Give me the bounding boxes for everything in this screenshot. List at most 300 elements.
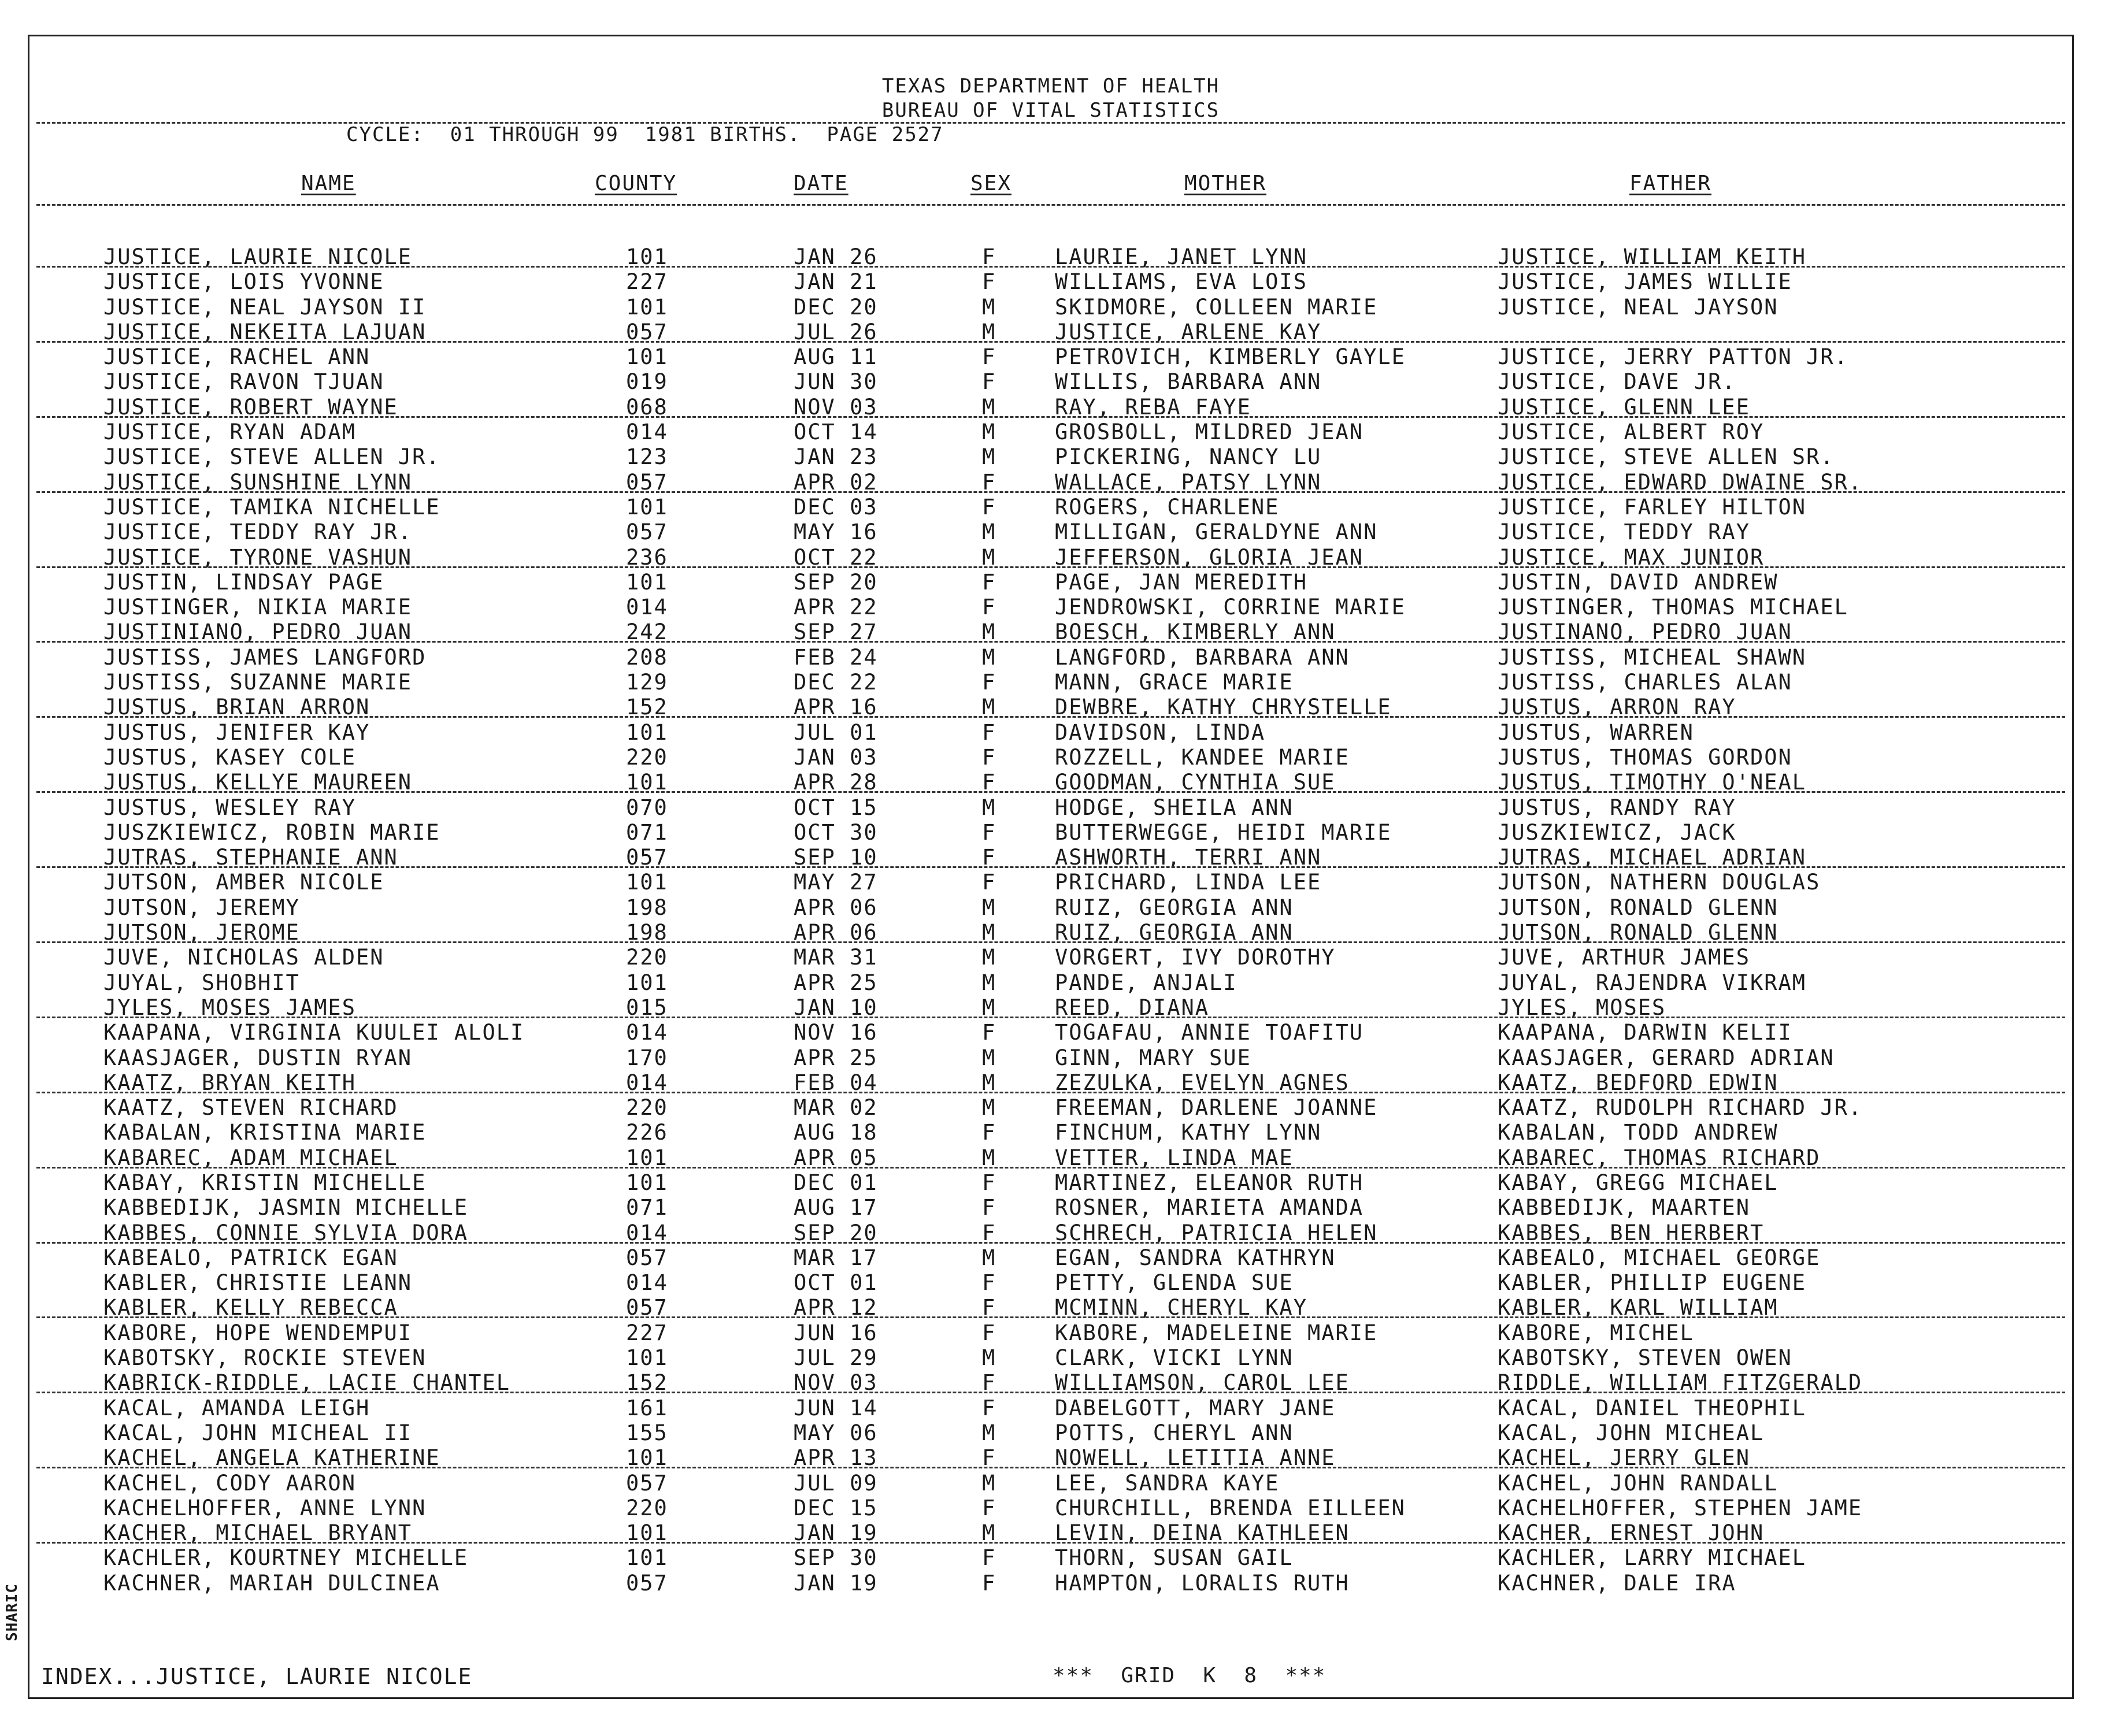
table-row	[29, 395, 2072, 420]
cell-date: JUN 16	[794, 1320, 878, 1345]
cell-name: JUTSON, JEREMY	[103, 895, 300, 920]
cell-date: APR 13	[794, 1445, 878, 1471]
cell-mother: PICKERING, NANCY LU	[1055, 444, 1322, 470]
cell-mother: ZEZULKA, EVELYN AGNES	[1055, 1070, 1350, 1095]
table-row	[29, 295, 2072, 320]
cell-mother: BUTTERWEGGE, HEIDI MARIE	[1055, 819, 1392, 845]
cell-mother: RUIZ, GEORGIA ANN	[1055, 895, 1294, 920]
cell-sex: M	[982, 1070, 996, 1095]
column-header-divider	[36, 204, 2065, 206]
cell-county: 101	[626, 870, 668, 895]
cell-county: 101	[626, 1520, 668, 1546]
cell-father: JUYAL, RAJENDRA VIKRAM	[1498, 970, 1807, 995]
cell-name: JUSTUS, KELLYE MAUREEN	[103, 770, 413, 795]
cell-county: 101	[626, 719, 668, 745]
cell-father: JUSTICE, EDWARD DWAINE SR.	[1498, 469, 1863, 495]
cell-sex: M	[982, 319, 996, 344]
cell-name: KACAL, AMANDA LEIGH	[103, 1395, 370, 1420]
cell-date: MAR 31	[794, 945, 878, 970]
cell-county: 015	[626, 995, 668, 1020]
table-row	[29, 369, 2072, 394]
cell-father: JUTSON, NATHERN DOUGLAS	[1498, 870, 1821, 895]
cell-date: APR 06	[794, 920, 878, 945]
cell-mother: VETTER, LINDA MAE	[1055, 1145, 1294, 1170]
table-row	[29, 320, 2072, 344]
cell-sex: M	[982, 1145, 996, 1170]
cell-mother: REED, DIANA	[1055, 995, 1210, 1020]
cell-county: 014	[626, 420, 668, 445]
table-row	[29, 1295, 2072, 1320]
cell-father: KABEALO, MICHAEL GEORGE	[1498, 1245, 1821, 1270]
table-row	[29, 620, 2072, 644]
cell-sex: F	[982, 1445, 996, 1471]
cell-date: AUG 11	[794, 344, 878, 370]
cell-father: KAATZ, BEDFORD EDWIN	[1498, 1070, 1778, 1095]
cell-date: APR 02	[794, 469, 878, 495]
cell-mother: ASHWORTH, TERRI ANN	[1055, 845, 1322, 870]
cell-sex: F	[982, 1270, 996, 1296]
grid-footer: *** GRID K 8 ***	[1053, 1664, 1327, 1687]
cell-date: FEB 04	[794, 1070, 878, 1095]
cell-county: 057	[626, 319, 668, 344]
cell-name: KABLER, CHRISTIE LEANN	[103, 1270, 413, 1296]
cell-father: KABBEDIJK, MAARTEN	[1498, 1195, 1750, 1221]
cell-county: 070	[626, 795, 668, 820]
cell-father: JUSTISS, MICHEAL SHAWN	[1498, 644, 1807, 670]
cell-sex: F	[982, 670, 996, 695]
cell-mother: PRICHARD, LINDA LEE	[1055, 870, 1322, 895]
cell-date: APR 28	[794, 770, 878, 795]
cell-sex: M	[982, 520, 996, 545]
cell-father: KABORE, MICHEL	[1498, 1320, 1694, 1345]
column-header-sex: SEX	[970, 172, 1012, 195]
cell-sex: F	[982, 845, 996, 870]
cell-father: KABAY, GREGG MICHAEL	[1498, 1170, 1778, 1195]
cell-sex: F	[982, 369, 996, 395]
cell-sex: M	[982, 420, 996, 445]
cell-county: 123	[626, 444, 668, 470]
cell-mother: DEWBRE, KATHY CHRYSTELLE	[1055, 695, 1392, 720]
cell-mother: EGAN, SANDRA KATHRYN	[1055, 1245, 1336, 1270]
cell-date: JAN 19	[794, 1570, 878, 1596]
cell-mother: DAVIDSON, LINDA	[1055, 719, 1266, 745]
cell-father: JUSTINANO, PEDRO JUAN	[1498, 620, 1792, 645]
cell-sex: F	[982, 569, 996, 595]
cell-county: 227	[626, 269, 668, 295]
cell-county: 014	[626, 595, 668, 620]
table-row	[29, 1045, 2072, 1070]
cell-county: 101	[626, 1145, 668, 1170]
cell-father: JUSTICE, MAX JUNIOR	[1498, 544, 1765, 570]
cell-father: JUSTICE, WILLIAM KEITH	[1498, 244, 1807, 269]
cell-father: JUSTUS, WARREN	[1498, 719, 1694, 745]
cell-date: DEC 20	[794, 294, 878, 320]
cell-sex: M	[982, 1245, 996, 1270]
cell-mother: WALLACE, PATSY LYNN	[1055, 469, 1322, 495]
cell-mother: GROSBOLL, MILDRED JEAN	[1055, 420, 1364, 445]
cell-date: SEP 20	[794, 569, 878, 595]
cell-county: 068	[626, 394, 668, 420]
cell-sex: M	[982, 970, 996, 995]
cell-county: 170	[626, 1045, 668, 1070]
table-row	[29, 1145, 2072, 1170]
cell-father: JUSTISS, CHARLES ALAN	[1498, 670, 1792, 695]
cell-sex: F	[982, 1195, 996, 1221]
table-row	[29, 444, 2072, 469]
table-row	[29, 670, 2072, 695]
cell-date: JUL 26	[794, 319, 878, 344]
cell-county: 220	[626, 945, 668, 970]
cell-county: 198	[626, 920, 668, 945]
cell-mother: WILLIS, BARBARA ANN	[1055, 369, 1322, 395]
cell-county: 155	[626, 1420, 668, 1445]
cell-mother: ROZZELL, KANDEE MARIE	[1055, 744, 1350, 770]
table-row	[29, 595, 2072, 620]
cell-mother: BOESCH, KIMBERLY ANN	[1055, 620, 1336, 645]
table-row	[29, 470, 2072, 495]
table-row	[29, 1471, 2072, 1496]
table-row	[29, 770, 2072, 795]
cell-father: JUSTICE, NEAL JAYSON	[1498, 294, 1778, 320]
table-row	[29, 1545, 2072, 1570]
cell-county: 152	[626, 695, 668, 720]
cell-date: JUN 14	[794, 1395, 878, 1420]
bureau-title: BUREAU OF VITAL STATISTICS	[881, 99, 1220, 122]
cell-date: JUL 01	[794, 719, 878, 745]
cell-father: JUSZKIEWICZ, JACK	[1498, 819, 1736, 845]
table-row	[29, 1396, 2072, 1420]
cell-sex: F	[982, 1120, 996, 1145]
cell-name: JUSTISS, JAMES LANGFORD	[103, 644, 427, 670]
cell-mother: PETTY, GLENDA SUE	[1055, 1270, 1294, 1296]
table-row	[29, 1245, 2072, 1270]
table-row	[29, 269, 2072, 294]
cell-county: 057	[626, 1570, 668, 1596]
cell-county: 014	[626, 1270, 668, 1296]
cell-sex: M	[982, 294, 996, 320]
table-row	[29, 945, 2072, 970]
cell-sex: M	[982, 1345, 996, 1371]
column-header-mother: MOTHER	[1184, 172, 1267, 195]
cell-name: KAATZ, BRYAN KEITH	[103, 1070, 356, 1095]
table-row	[29, 695, 2072, 719]
cell-mother: WILLIAMS, EVA LOIS	[1055, 269, 1307, 295]
table-row	[29, 1270, 2072, 1295]
cell-father: JUSTICE, FARLEY HILTON	[1498, 494, 1807, 520]
cell-mother: VORGERT, IVY DOROTHY	[1055, 945, 1336, 970]
cell-father: KAASJAGER, GERARD ADRIAN	[1498, 1045, 1835, 1070]
cell-date: MAR 02	[794, 1095, 878, 1121]
cell-county: 242	[626, 620, 668, 645]
cell-date: SEP 27	[794, 620, 878, 645]
cell-date: DEC 01	[794, 1170, 878, 1195]
cell-mother: FINCHUM, KATHY LYNN	[1055, 1120, 1322, 1145]
cell-county: 019	[626, 369, 668, 395]
table-row	[29, 420, 2072, 444]
side-stamp-label: SHARIC	[3, 1583, 21, 1641]
cell-mother: LEVIN, DEINA KATHLEEN	[1055, 1520, 1350, 1546]
cell-county: 227	[626, 1320, 668, 1345]
cell-name: KABRICK-RIDDLE, LACIE CHANTEL	[103, 1370, 511, 1396]
cell-sex: M	[982, 544, 996, 570]
cell-date: MAR 17	[794, 1245, 878, 1270]
cell-county: 071	[626, 819, 668, 845]
cell-county: 101	[626, 569, 668, 595]
table-row	[29, 1420, 2072, 1445]
cell-sex: F	[982, 1220, 996, 1245]
cell-county: 014	[626, 1020, 668, 1045]
cell-date: DEC 22	[794, 670, 878, 695]
cell-county: 152	[626, 1370, 668, 1396]
cell-sex: F	[982, 244, 996, 269]
cell-name: JUSTINGER, NIKIA MARIE	[103, 595, 413, 620]
cell-mother: KABORE, MADELEINE MARIE	[1055, 1320, 1378, 1345]
cell-name: JUSTICE, RAVON TJUAN	[103, 369, 384, 395]
table-row	[29, 545, 2072, 570]
cell-sex: F	[982, 870, 996, 895]
cell-father: KAATZ, RUDOLPH RICHARD JR.	[1498, 1095, 1863, 1121]
cell-sex: M	[982, 444, 996, 470]
cell-county: 101	[626, 294, 668, 320]
cell-date: OCT 14	[794, 420, 878, 445]
table-row	[29, 344, 2072, 369]
table-row	[29, 1170, 2072, 1195]
cell-sex: F	[982, 1570, 996, 1596]
cell-name: JUSTICE, RYAN ADAM	[103, 420, 356, 445]
cell-name: KABBES, CONNIE SYLVIA DORA	[103, 1220, 469, 1245]
table-row	[29, 795, 2072, 820]
table-row	[29, 645, 2072, 670]
column-header-date: DATE	[794, 172, 848, 195]
cell-mother: PETROVICH, KIMBERLY GAYLE	[1055, 344, 1406, 370]
cell-date: APR 25	[794, 970, 878, 995]
cell-county: 101	[626, 970, 668, 995]
cell-county: 101	[626, 494, 668, 520]
cell-name: KABEALO, PATRICK EGAN	[103, 1245, 398, 1270]
cell-name: JUSZKIEWICZ, ROBIN MARIE	[103, 819, 440, 845]
cell-mother: ROSNER, MARIETA AMANDA	[1055, 1195, 1364, 1221]
cell-county: 220	[626, 744, 668, 770]
cell-mother: RUIZ, GEORGIA ANN	[1055, 920, 1294, 945]
cell-name: JUSTICE, NEAL JAYSON II	[103, 294, 427, 320]
cell-mother: MANN, GRACE MARIE	[1055, 670, 1294, 695]
cell-county: 198	[626, 895, 668, 920]
cell-date: APR 22	[794, 595, 878, 620]
cell-county: 220	[626, 1095, 668, 1121]
cell-name: JUSTICE, SUNSHINE LYNN	[103, 469, 413, 495]
cell-mother: WILLIAMSON, CAROL LEE	[1055, 1370, 1350, 1396]
cell-sex: M	[982, 995, 996, 1020]
cell-date: JUN 30	[794, 369, 878, 395]
cell-father: JUSTUS, TIMOTHY O'NEAL	[1498, 770, 1807, 795]
cell-date: JAN 19	[794, 1520, 878, 1546]
cell-county: 057	[626, 469, 668, 495]
cell-father: KACAL, DANIEL THEOPHIL	[1498, 1395, 1807, 1420]
cell-date: DEC 15	[794, 1495, 878, 1520]
cell-father: JUSTUS, ARRON RAY	[1498, 695, 1736, 720]
cell-sex: F	[982, 719, 996, 745]
cell-sex: M	[982, 644, 996, 670]
cell-father: JUSTICE, JAMES WILLIE	[1498, 269, 1792, 295]
cell-sex: F	[982, 1370, 996, 1396]
cell-county: 208	[626, 644, 668, 670]
table-row	[29, 1520, 2072, 1545]
cycle-line: CYCLE: 01 THROUGH 99 1981 BIRTHS. PAGE 2527	[346, 123, 944, 146]
cell-county: 226	[626, 1120, 668, 1145]
cell-father: RIDDLE, WILLIAM FITZGERALD	[1498, 1370, 1863, 1396]
cell-date: JAN 21	[794, 269, 878, 295]
cell-name: JUTRAS, STEPHANIE ANN	[103, 845, 398, 870]
table-row	[29, 845, 2072, 870]
table-row	[29, 495, 2072, 520]
cell-sex: F	[982, 595, 996, 620]
cell-name: JUSTICE, STEVE ALLEN JR.	[103, 444, 440, 470]
cell-date: MAY 27	[794, 870, 878, 895]
cell-mother: THORN, SUSAN GAIL	[1055, 1545, 1294, 1571]
cell-sex: F	[982, 1495, 996, 1520]
cell-name: JUSTUS, JENIFER KAY	[103, 719, 370, 745]
table-row	[29, 1120, 2072, 1145]
cell-county: 071	[626, 1195, 668, 1221]
cell-date: MAY 16	[794, 520, 878, 545]
cell-date: APR 25	[794, 1045, 878, 1070]
cell-sex: F	[982, 1170, 996, 1195]
cell-mother: JENDROWSKI, CORRINE MARIE	[1055, 595, 1406, 620]
department-title: TEXAS DEPARTMENT OF HEALTH	[881, 75, 1220, 98]
cell-name: KACHELHOFFER, ANNE LYNN	[103, 1495, 427, 1520]
cell-father: JUSTINGER, THOMAS MICHAEL	[1498, 595, 1848, 620]
cell-date: JUL 09	[794, 1470, 878, 1496]
cell-father: JUVE, ARTHUR JAMES	[1498, 945, 1750, 970]
cell-sex: F	[982, 469, 996, 495]
cell-mother: LAURIE, JANET LYNN	[1055, 244, 1307, 269]
cell-mother: LANGFORD, BARBARA ANN	[1055, 644, 1350, 670]
cell-name: JUVE, NICHOLAS ALDEN	[103, 945, 384, 970]
table-row	[29, 1070, 2072, 1095]
cell-date: DEC 03	[794, 494, 878, 520]
header-divider	[36, 122, 2065, 124]
cell-father: KACHER, ERNEST JOHN	[1498, 1520, 1765, 1546]
cell-name: KABORE, HOPE WENDEMPUI	[103, 1320, 413, 1345]
column-header-father: FATHER	[1629, 172, 1712, 195]
cell-sex: M	[982, 1420, 996, 1445]
cell-sex: M	[982, 895, 996, 920]
cell-sex: M	[982, 1470, 996, 1496]
cell-date: JAN 03	[794, 744, 878, 770]
cell-name: KACHEL, ANGELA KATHERINE	[103, 1445, 440, 1471]
cell-mother: FREEMAN, DARLENE JOANNE	[1055, 1095, 1378, 1121]
cell-father: KACHLER, LARRY MICHAEL	[1498, 1545, 1807, 1571]
cell-sex: M	[982, 695, 996, 720]
cell-county: 057	[626, 520, 668, 545]
cell-sex: F	[982, 770, 996, 795]
cell-name: JYLES, MOSES JAMES	[103, 995, 356, 1020]
table-row	[29, 1095, 2072, 1120]
cell-name: JUSTICE, LAURIE NICOLE	[103, 244, 413, 269]
cell-mother: HODGE, SHEILA ANN	[1055, 795, 1294, 820]
cell-sex: M	[982, 1520, 996, 1546]
cell-name: JUSTUS, KASEY COLE	[103, 744, 356, 770]
cell-county: 101	[626, 1170, 668, 1195]
record-sheet	[28, 35, 2074, 1699]
cell-mother: PANDE, ANJALI	[1055, 970, 1237, 995]
table-row	[29, 995, 2072, 1020]
cell-father: JUSTICE, ALBERT ROY	[1498, 420, 1765, 445]
cell-father: JUSTICE, TEDDY RAY	[1498, 520, 1750, 545]
cell-county: 101	[626, 1345, 668, 1371]
cell-mother: TOGAFAU, ANNIE TOAFITU	[1055, 1020, 1364, 1045]
cell-father: KABAREC, THOMAS RICHARD	[1498, 1145, 1821, 1170]
cell-date: NOV 03	[794, 394, 878, 420]
cell-name: KABOTSKY, ROCKIE STEVEN	[103, 1345, 427, 1371]
cell-county: 101	[626, 244, 668, 269]
cell-mother: SCHRECH, PATRICIA HELEN	[1055, 1220, 1378, 1245]
cell-county: 014	[626, 1070, 668, 1095]
cell-date: FEB 24	[794, 644, 878, 670]
cell-name: KAAPANA, VIRGINIA KUULEI ALOLI	[103, 1020, 525, 1045]
cell-date: AUG 18	[794, 1120, 878, 1145]
table-row	[29, 1020, 2072, 1045]
cell-name: JUSTISS, SUZANNE MARIE	[103, 670, 413, 695]
cell-county: 057	[626, 845, 668, 870]
cell-county: 129	[626, 670, 668, 695]
cell-sex: M	[982, 394, 996, 420]
table-row	[29, 570, 2072, 595]
cell-sex: F	[982, 1320, 996, 1345]
cell-name: JUSTICE, NEKEITA LAJUAN	[103, 319, 427, 344]
cell-mother: PAGE, JAN MEREDITH	[1055, 569, 1307, 595]
cell-mother: POTTS, CHERYL ANN	[1055, 1420, 1294, 1445]
cell-name: JUSTICE, TYRONE VASHUN	[103, 544, 413, 570]
table-row	[29, 920, 2072, 945]
cell-father: JUSTICE, GLENN LEE	[1498, 394, 1750, 420]
cell-county: 236	[626, 544, 668, 570]
cell-sex: M	[982, 1095, 996, 1121]
column-header-name: NAME	[301, 172, 356, 195]
cell-name: JUSTICE, ROBERT WAYNE	[103, 394, 398, 420]
cell-county: 161	[626, 1395, 668, 1420]
cell-date: JAN 10	[794, 995, 878, 1020]
cell-name: KACAL, JOHN MICHEAL II	[103, 1420, 413, 1445]
cell-father: KABALAN, TODD ANDREW	[1498, 1120, 1778, 1145]
cell-name: KABALAN, KRISTINA MARIE	[103, 1120, 427, 1145]
table-row	[29, 520, 2072, 544]
birth-record-list	[29, 244, 2072, 1596]
cell-name: KABAREC, ADAM MICHAEL	[103, 1145, 398, 1170]
cell-name: JUSTICE, RACHEL ANN	[103, 344, 370, 370]
cell-date: JAN 26	[794, 244, 878, 269]
cell-mother: HAMPTON, LORALIS RUTH	[1055, 1570, 1350, 1596]
cell-mother: DABELGOTT, MARY JANE	[1055, 1395, 1336, 1420]
cell-sex: F	[982, 1295, 996, 1320]
cell-mother: MILLIGAN, GERALDYNE ANN	[1055, 520, 1378, 545]
cell-date: NOV 03	[794, 1370, 878, 1396]
cell-county: 101	[626, 1445, 668, 1471]
cell-father: KAAPANA, DARWIN KELII	[1498, 1020, 1792, 1045]
cell-sex: F	[982, 494, 996, 520]
cell-date: AUG 17	[794, 1195, 878, 1221]
cell-name: JUSTINIANO, PEDRO JUAN	[103, 620, 413, 645]
table-row	[29, 1496, 2072, 1520]
cell-mother: RAY, REBA FAYE	[1055, 394, 1251, 420]
cell-mother: ROGERS, CHARLENE	[1055, 494, 1280, 520]
cell-name: JUSTICE, LOIS YVONNE	[103, 269, 384, 295]
cell-name: JUTSON, JEROME	[103, 920, 300, 945]
cell-date: APR 16	[794, 695, 878, 720]
cell-date: APR 06	[794, 895, 878, 920]
cell-name: JUSTICE, TEDDY RAY JR.	[103, 520, 413, 545]
cell-sex: F	[982, 1020, 996, 1045]
